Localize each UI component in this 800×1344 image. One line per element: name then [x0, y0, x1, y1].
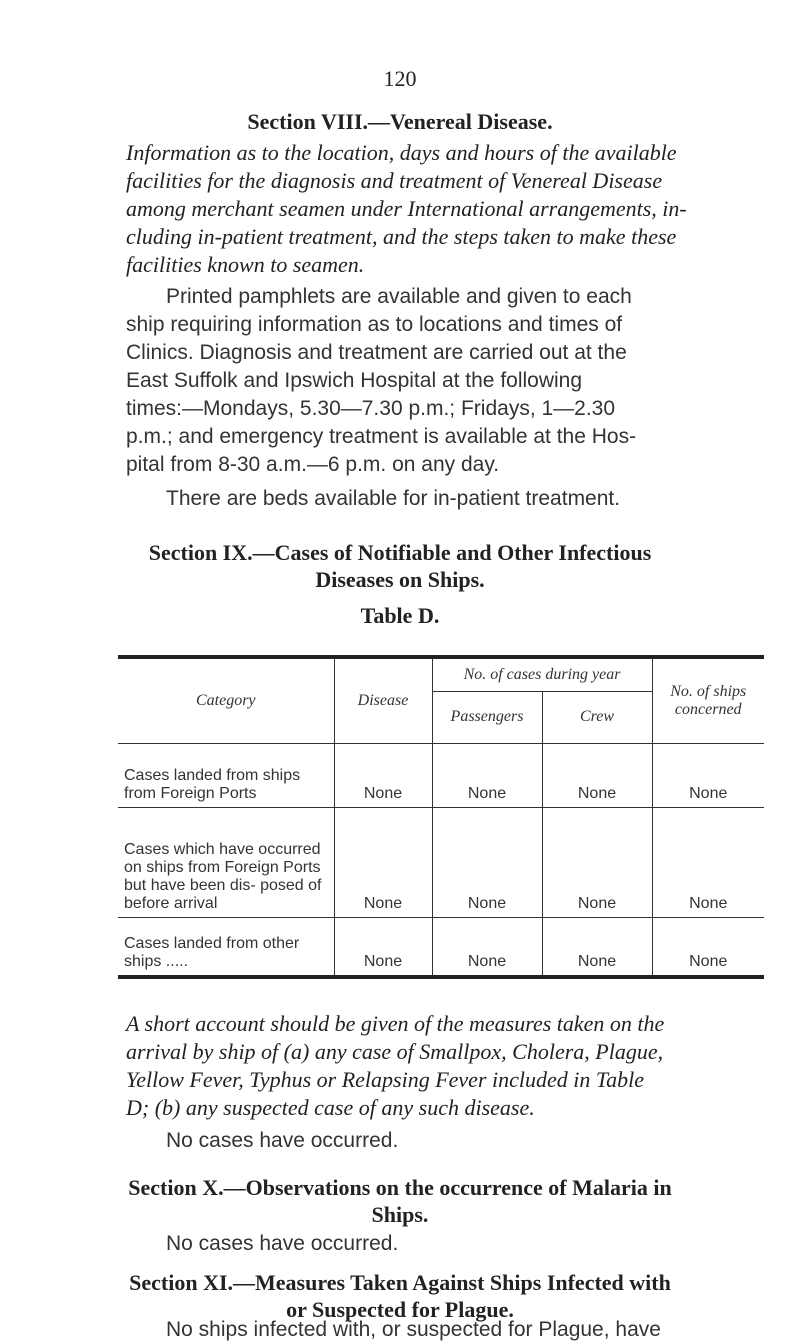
paragraph-line: Clinics. Diagnosis and treatment are carried out at the — [126, 341, 627, 364]
category-header: Category — [118, 657, 334, 743]
passengers-cell: None — [432, 743, 542, 807]
paragraph-line: times:—Mondays, 5.30—7.30 p.m.; Fridays, 1—2.30 — [126, 397, 616, 420]
ships-cell: None — [652, 743, 764, 807]
section-11-text: No ships infected with, or suspected for Plague, have — [166, 1318, 661, 1341]
section-9-heading: Section IX.—Cases of Notifiable and Other Infectious — [148, 540, 652, 565]
table-row — [118, 807, 764, 917]
disease-cell: None — [334, 807, 432, 917]
info-line: facilities known to seamen. — [126, 252, 365, 277]
paragraph-line: p.m.; and emergency treatment is available at the Hos- — [126, 425, 637, 448]
cases-during-year-header: No. of cases during year — [432, 657, 652, 691]
note-line: arrival by ship of (a) any case of Smallpox, Cholera, Plague, — [126, 1039, 664, 1064]
section-11-heading: Section XI.—Measures Taken Against Ships Infected with — [129, 1270, 671, 1295]
section-11-heading-cont: or Suspected for Plague. — [286, 1297, 514, 1322]
table-row — [118, 743, 764, 807]
disease-cell: None — [334, 917, 432, 977]
crew-cell: None — [542, 807, 652, 917]
note-line: Yellow Fever, Typhus or Relapsing Fever included in Table — [126, 1067, 644, 1092]
beds-paragraph: There are beds available for in-patient treatment. — [166, 487, 621, 510]
table-row — [118, 917, 764, 977]
passengers-header: Passengers — [432, 691, 542, 743]
disease-header: Disease — [334, 657, 432, 743]
ships-cell: None — [652, 807, 764, 917]
section-10-text: No cases have occurred. — [166, 1232, 399, 1255]
disease-cell: None — [334, 743, 432, 807]
category-cell: Cases landed from other ships ..... — [118, 917, 334, 977]
section-9-heading-cont: Diseases on Ships. — [315, 567, 485, 592]
crew-cell: None — [542, 743, 652, 807]
category-cell: Cases which have occurred on ships from Foreign Ports but have been dis- posed of before arrival — [118, 807, 334, 917]
passengers-cell: None — [432, 807, 542, 917]
note-line: D; (b) any suspected case of any such disease. — [126, 1095, 535, 1120]
passengers-cell: None — [432, 917, 542, 977]
info-line: facilities for the diagnosis and treatment of Venereal Disease — [126, 168, 663, 193]
cases-table — [118, 655, 764, 979]
table-title: Table D. — [360, 603, 440, 628]
paragraph-line: ship requiring information as to locations and times of — [126, 313, 623, 336]
paragraph-line: pital from 8-30 a.m.—6 p.m. on any day. — [126, 453, 500, 476]
crew-header: Crew — [542, 691, 652, 743]
paragraph-line: East Suffolk and Ipswich Hospital at the following — [126, 369, 583, 392]
info-line: Information as to the location, days and hours of the available — [126, 140, 677, 165]
section-8-heading: Section VIII.—Venereal Disease. — [247, 109, 553, 134]
category-cell: Cases landed from ships from Foreign Ports — [118, 743, 334, 807]
paragraph-line: Printed pamphlets are available and given to each — [166, 285, 632, 308]
crew-cell: None — [542, 917, 652, 977]
ships-cell: None — [652, 917, 764, 977]
section-10-heading-cont: Ships. — [371, 1202, 429, 1227]
info-line: cluding in-patient treatment, and the steps taken to make these — [126, 224, 677, 249]
section-10-heading: Section X.—Observations on the occurrence of Malaria in — [128, 1175, 672, 1200]
section-9-result: No cases have occurred. — [166, 1129, 399, 1152]
info-line: among merchant seamen under International arrangements, in- — [126, 196, 687, 221]
ships-concerned-header: No. of ships concerned — [652, 657, 764, 743]
page-number: 120 — [383, 66, 417, 91]
note-line: A short account should be given of the measures taken on the — [126, 1011, 665, 1036]
